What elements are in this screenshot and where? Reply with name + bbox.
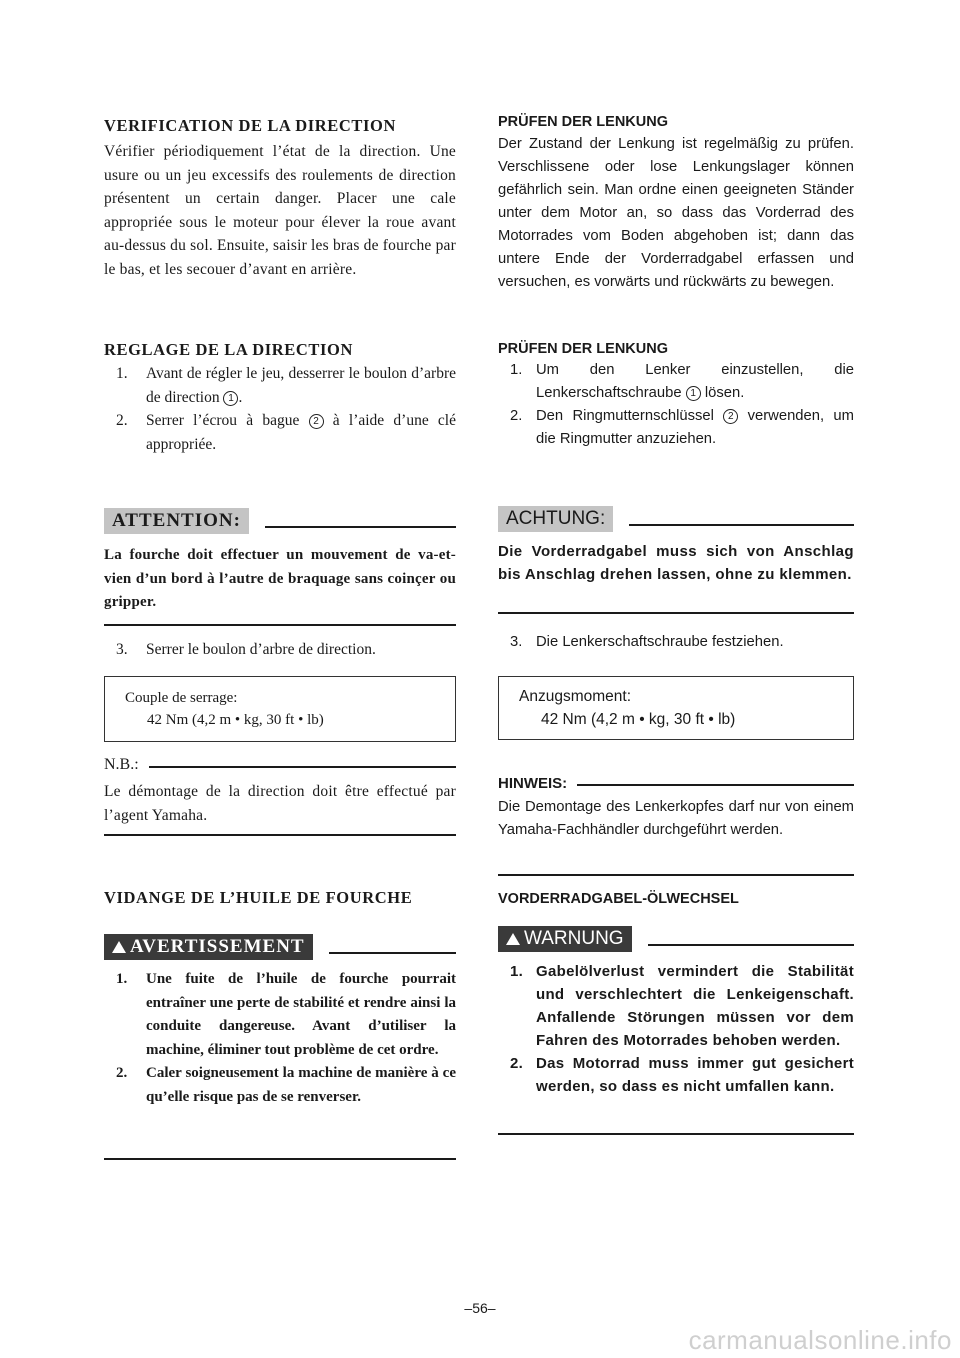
fr-verification-body: Vérifier périodiquement l’état de la direction. Une usure ou un jeu excessifs des roulements de direction présentent un certain danger. Placer une cale appropriée sous le moteur pour élever la roue avant au-dessus du sol. Ensuite, saisir les bras de fourche par le bas, et les secouer d’avant en arrière. [104, 143, 456, 278]
fr-reglage-step: 2. Serrer l’écrou à bague 2 à l’aide d’une clé appropriée. [116, 412, 456, 453]
de-achtung-text: Die Vorderradgabel muss sich von Anschlag bis Anschlag drehen lassen, ohne zu klemmen. [498, 543, 854, 583]
fr-nb-block [104, 756, 456, 827]
divider [648, 944, 854, 946]
fr-nb-label: N.B.: [104, 756, 139, 773]
de-hinweis-text: Die Demontage des Lenkerkopfes darf nur von einem Yamaha-Fachhändler durchgeführt werden. [498, 799, 854, 838]
warning-triangle-icon [506, 933, 520, 945]
fr-warning-badge: AVERTISSEMENT [104, 934, 313, 960]
fr-torque-label: Couple de serrage: [125, 690, 238, 706]
de-achtung-badge: ACHTUNG: [498, 506, 613, 532]
page-number: –56– [464, 1300, 496, 1316]
de-warnung-items [498, 960, 854, 1098]
fr-verification-title: VERIFICATION DE LA DIRECTION [104, 116, 396, 135]
divider [498, 874, 854, 876]
de-step3: 3. Die Lenkerschaftschraube festziehen. [510, 634, 784, 650]
de-warnung-item: 2. Das Motorrad muss immer gut gesichert werden, so dass es nicht umfallen kann. [510, 1055, 854, 1095]
de-pruefen-body: Der Zustand der Lenkung ist regelmäßig zu prüfen. Verschlissene oder lose Lenkungslager können gefährlich sein. Man ordne einen geeigneten Ständer unter dem Motor an, so dass das Vorderrad des Motorrades vom Boden abgehoben ist; dann das untere Ende der Vorderradgabel erfassen und versuchen, es vorwärts und rückwärts zu bewegen. [498, 136, 854, 290]
fr-vidange-title: VIDANGE DE L’HUILE DE FOURCHE [104, 888, 413, 907]
divider [329, 952, 456, 954]
fr-attention-block [104, 508, 456, 615]
de-warnung-badge: WARNUNG [498, 926, 632, 952]
fr-reglage-title: REGLAGE DE LA DIRECTION [104, 340, 353, 359]
de-pruefen-2-title: PRÜFEN DER LENKUNG [498, 341, 668, 357]
de-section-pruefen [498, 114, 854, 294]
callout-2-icon: 2 [723, 409, 738, 424]
warning-triangle-icon [112, 941, 126, 953]
divider [498, 612, 854, 614]
watermark: carmanualsonline.info [688, 1325, 952, 1355]
fr-step3: 3. Serrer le boulon d’arbre de direction. [116, 641, 376, 658]
fr-section-vidange [104, 888, 456, 908]
divider [265, 526, 456, 528]
de-torque-label: Anzugsmoment: [519, 688, 631, 705]
fr-attention-badge: ATTENTION: [104, 508, 249, 534]
de-torque-box [498, 676, 854, 740]
de-achtung-block [498, 506, 854, 586]
de-torque-value: 42 Nm (4,2 m • kg, 30 ft • lb) [541, 711, 736, 728]
divider [577, 784, 854, 786]
de-pruefen-step: 2. Den Ringmutternschlüssel 2 verwenden, um die Ringmutter anzuziehen. [510, 408, 854, 447]
divider [149, 766, 456, 768]
fr-torque-box [104, 676, 456, 742]
de-hinweis-block [498, 775, 854, 842]
divider [629, 524, 854, 526]
fr-section-reglage [104, 340, 456, 456]
divider [104, 624, 456, 626]
de-oelwechsel-title: VORDERRADGABEL-ÖLWECHSEL [498, 891, 739, 907]
fr-warning-block [104, 934, 456, 1109]
fr-warning-item: 1. Une fuite de l’huile de fourche pourrait entraîner une perte de stabilité et rendre ainsi la conduite dangereuse. Avant d’utiliser la machine, éliminer tout problème de cet ordre. [116, 971, 456, 1058]
de-hinweis-label: HINWEIS: [498, 775, 568, 792]
divider [498, 1133, 854, 1135]
fr-warning-items [104, 968, 456, 1109]
fr-warning-item: 2. Caler soigneusement la machine de manière à ce qu’elle risque pas de se renverser. [116, 1065, 456, 1105]
de-section-oelwechsel [498, 891, 854, 907]
de-pruefen-step: 1. Um den Lenker einzustellen, die Lenkerschaftschraube 1 lösen. [510, 362, 854, 401]
fr-torque-value: 42 Nm (4,2 m • kg, 30 ft • lb) [147, 712, 324, 728]
de-pruefen-title: PRÜFEN DER LENKUNG [498, 114, 668, 130]
de-section-pruefen-2 [498, 341, 854, 451]
callout-2-icon: 2 [309, 414, 324, 429]
divider [104, 1158, 456, 1160]
fr-section-verification [104, 116, 456, 281]
callout-1-icon: 1 [686, 386, 701, 401]
fr-reglage-steps [104, 362, 456, 456]
fr-reglage-step: 1. Avant de régler le jeu, desserrer le boulon d’arbre de direction 1 . [116, 365, 456, 406]
de-pruefen-steps [498, 359, 854, 451]
de-warnung-item: 1. Gabelölverlust vermindert die Stabilität und verschlechtert die Lenkeigenschaft. Anfallende Störungen müssen vor dem Fahren des Motorrades behoben werden. [510, 963, 854, 1049]
callout-1-icon: 1 [223, 391, 238, 406]
de-warnung-block [498, 926, 854, 1098]
divider [104, 834, 456, 836]
fr-nb-text: Le démontage de la direction doit être effectué par l’agent Yamaha. [104, 783, 456, 824]
fr-attention-text: La fourche doit effectuer un mouvement de va-et-vien d’un bord à l’autre de braquage sans coinçer ou gripper. [104, 547, 456, 610]
